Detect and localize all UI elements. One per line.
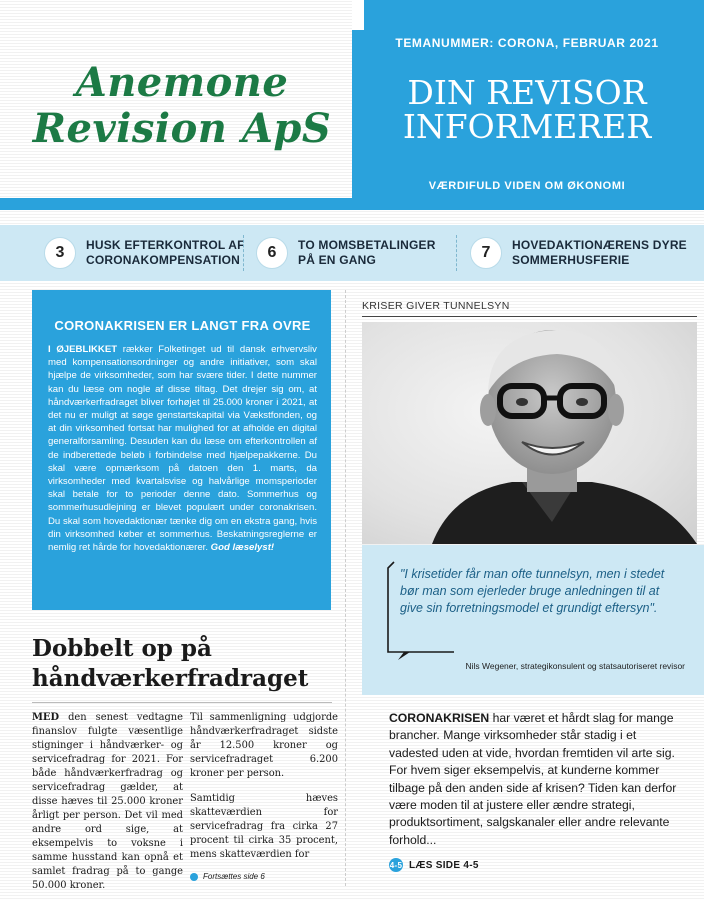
feature-lead: CORONAKRISEN xyxy=(389,711,490,725)
editorial-text xyxy=(48,343,317,554)
column-divider xyxy=(345,290,346,886)
teaser-item[interactable] xyxy=(256,225,436,281)
article-paragraph: Samtidig hæves skatteværdien for servicefradrag fra cirka 27 procent til cirka 35 procent, mens skatteværdien for xyxy=(190,793,338,860)
masthead-line-1: DIN REVISOR xyxy=(407,73,647,112)
feature-rule xyxy=(362,316,697,317)
teaser-divider xyxy=(243,235,244,271)
logo-line-1: Anemone xyxy=(75,59,289,106)
page-number-badge: 3 xyxy=(44,237,76,269)
masthead-title xyxy=(362,73,692,146)
header-stripe xyxy=(0,198,704,210)
issue-label: TEMANUMMER: CORONA, FEBRUAR 2021 xyxy=(395,36,659,50)
header xyxy=(0,0,704,215)
masthead-line-2: INFORMERER xyxy=(402,107,652,146)
page-number-badge: 7 xyxy=(470,237,502,269)
teaser-text xyxy=(86,238,245,268)
teaser-divider xyxy=(456,235,457,271)
continued-label: Fortsættes side 6 xyxy=(203,872,265,881)
teaser-item[interactable] xyxy=(44,225,245,281)
teaser-line: SOMMERHUSFERIE xyxy=(512,253,630,267)
article-headline xyxy=(32,634,332,694)
teaser-line: HOVEDAKTIONÆRENS DYRE xyxy=(512,238,687,252)
article-paragraph: Til sammenligning udgjorde håndværkerfradraget sidste år 12.500 kroner og servicefradraget 6.200 kroner per person. xyxy=(190,712,338,779)
article-column-1 xyxy=(32,711,183,893)
feature-label: KRISER GIVER TUNNELSYN xyxy=(362,300,510,312)
read-more-link[interactable] xyxy=(389,858,479,872)
article-lead: MED xyxy=(32,712,60,723)
editorial-lead: I ØJEBLIKKET xyxy=(48,344,118,355)
teaser-item[interactable] xyxy=(470,225,687,281)
editorial-box xyxy=(32,290,331,610)
teaser-line: CORONAKOMPENSATION xyxy=(86,253,241,267)
editorial-body: rækker Folketinget ud til dansk erhvervsliv med kompensationsordninger og andre initiativer, som skal hjælpe de virksomheder, som har svære tider. I dette nummer kan du læse om nogle af disse tiltag. Det drejer sig om, at håndværkerfradraget bliver forhøjet til 25.000 kroner i 2021, at det nu er muligt at søge genstartskapital via Vækstfonden, og at din virksomhed fortsat har mulighed for at afholde en digital generalforsamling. Desuden kan du læse om efterkontrollen af de indberettede beløb i forbindelse med hjælpepakkerne. Du skal være opmærksom på datoen den 1. marts, da virksomheder med kvartalsvise og halvårlige momsperioder skal betale for to perioder denne dato. Sommerhus og sommerhusudlejning er blevet populært under coronakrisen. Du skal som hovedaktionær tænke dig om en ekstra gang, hvis din virksomhed køber et sommerhus. Beskatningsreglerne er nemlig ret hårde for hovedaktionærer. xyxy=(48,344,317,554)
quote-author: Nils Wegener, strategikonsulent og statsautoriseret revisor xyxy=(465,661,685,671)
teaser-line: TO MOMSBETALINGER xyxy=(298,238,436,252)
article-column-2 xyxy=(190,711,338,862)
portrait-photo xyxy=(362,322,697,544)
article-rule xyxy=(32,702,332,703)
page-ref-icon: 4-5 xyxy=(389,858,403,872)
bullet-icon xyxy=(190,873,198,881)
page-number-badge: 6 xyxy=(256,237,288,269)
portrait-illustration xyxy=(362,322,697,544)
continued-link[interactable] xyxy=(190,872,265,881)
read-more-label: LÆS SIDE 4-5 xyxy=(409,859,479,871)
feature-text xyxy=(389,710,683,849)
editorial-closing: God læselyst! xyxy=(210,542,275,554)
company-logo xyxy=(22,60,342,152)
editorial-title: CORONAKRISEN ER LANGT FRA OVRE xyxy=(54,318,311,333)
teaser-bar xyxy=(0,225,704,281)
logo-line-2: Revision ApS xyxy=(32,105,332,152)
teaser-line: HUSK EFTERKONTROL AF xyxy=(86,238,245,252)
headline-line-2: håndværkerfradraget xyxy=(32,665,309,692)
headline-line-1: Dobbelt op på xyxy=(32,635,212,662)
pull-quote: "I krisetider får man ofte tunnelsyn, men i stedet bør man som ejerleder bruge anledningen til at give sin forretningsmodel et grundigt eftersyn". xyxy=(400,567,665,615)
tagline: VÆRDIFULD VIDEN OM ØKONOMI xyxy=(428,180,626,192)
article-body-1: den senest vedtagne finanslov fulgte væsentlige stigninger i håndværker- og servicefradrag for 2021. For både håndværkerfradrag og servicefradrag gælder, at disse hæves til 25.000 kroner årligt per person. Det vil med andre ord sige, at eksempelvis to voksne i samme husstand kan opnå et samlet fradrag på to gange 50.000 kroner. xyxy=(32,712,183,891)
teaser-line: PÅ EN GANG xyxy=(298,253,377,267)
feature-body: har været et hårdt slag for mange brancher. Mange virksomheder står stadig i et vadested uden at vide, hvordan fremtiden vil arte sig. For hvem siger eksempelvis, at kunderne kommer tilbage på den anden side af krisen? Tiden kan derfor være moden til at justere eller ændre strategi, produktsortiment, salgskanaler eller andre relevante forhold... xyxy=(389,711,677,847)
teaser-text xyxy=(512,238,687,268)
teaser-text xyxy=(298,238,436,268)
